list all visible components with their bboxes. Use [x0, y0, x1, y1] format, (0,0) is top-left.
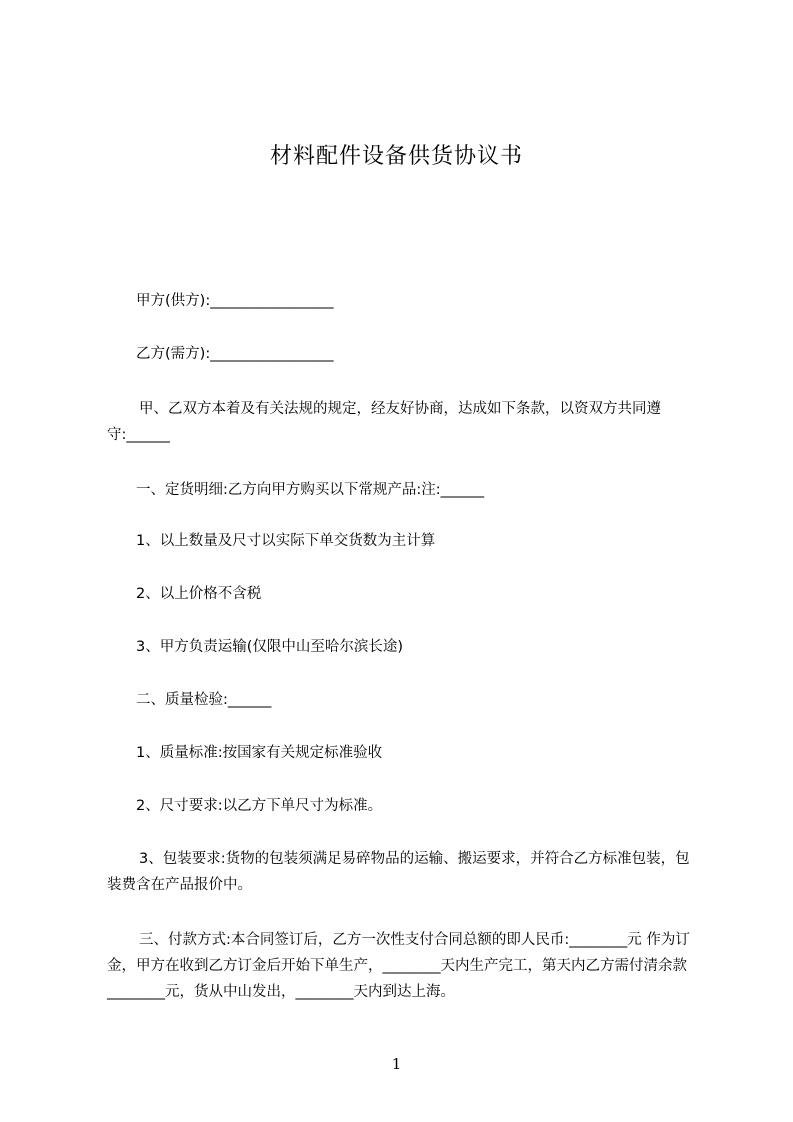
section3-paragraph: 三、付款方式:本合同签订后，乙方一次性支付合同总额的即人民币:________元 作为订金，甲方在收到乙方订金后开始下单生产，________天内生产完工，第天内乙方需付清余款________元，货从中山发出，________天内到达上海。: [107, 932, 690, 1000]
section1-heading: 一、定货明细:乙方向甲方购买以下常规产品:注:______: [136, 482, 485, 498]
party-b-line: 乙方(需方):_________________: [136, 346, 334, 362]
section2-item2: 2、尺寸要求:以乙方下单尺寸为标准。: [136, 798, 383, 814]
section2-item1: 1、质量标准:按国家有关规定标准验收: [136, 745, 383, 761]
page-number: 1: [391, 1055, 402, 1073]
party-a-line: 甲方(供方):_________________: [136, 293, 334, 309]
page-title: 材料配件设备供货协议书: [269, 144, 523, 169]
section1-item3: 3、甲方负责运输(仅限中山至哈尔滨长途): [136, 639, 404, 655]
section1-item1: 1、以上数量及尺寸以实际下单交货数为主计算: [136, 533, 436, 549]
section2-heading: 二、质量检验:______: [136, 692, 272, 708]
section1-item2: 2、以上价格不含税: [136, 586, 262, 602]
intro-paragraph: 甲、乙双方本着及有关法规的规定，经友好协商，达成如下条款，以资双方共同遵守:______: [107, 401, 661, 443]
section2-item3: 3、包装要求:货物的包装须满足易碎物品的运输、搬运要求，并符合乙方标准包装，包装费含在产品报价中。: [107, 851, 690, 893]
